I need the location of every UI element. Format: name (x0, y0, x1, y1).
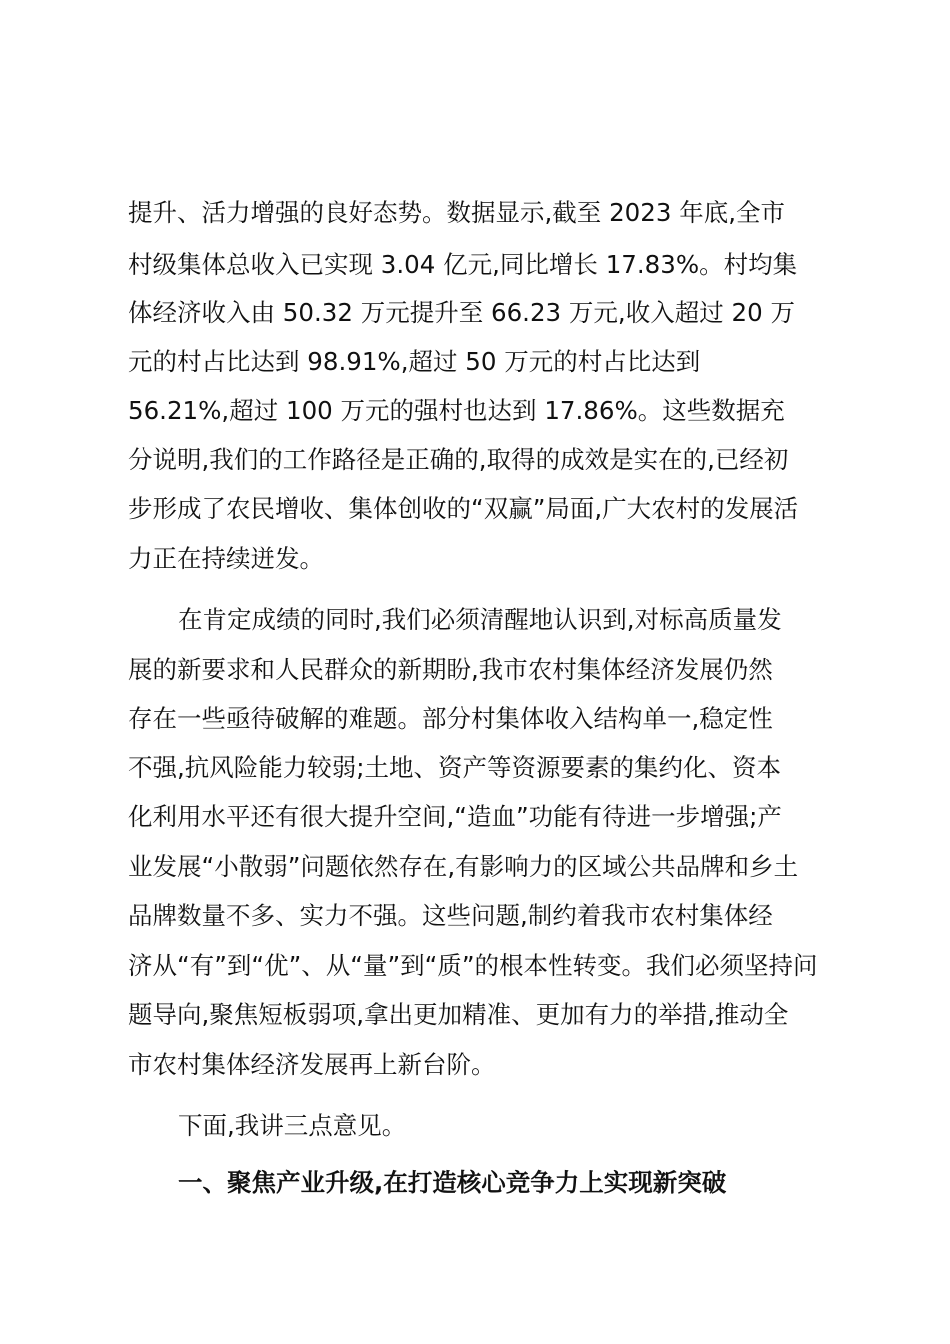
paragraph-1-line-6: 分说明,我们的工作路径是正确的,取得的成效是实在的,已经初 (128, 445, 789, 474)
paragraph-1-line-3: 体经济收入由 50.32 万元提升至 66.23 万元,收入超过 20 万 (128, 298, 795, 327)
paragraph-2-line-9: 题导向,聚焦短板弱项,拿出更加精准、更加有力的举措,推动全 (128, 1000, 789, 1029)
paragraph-2-line-6: 业发展“小散弱”问题依然存在,有影响力的区域公共品牌和乡土 (128, 852, 799, 881)
paragraph-1-line-2: 村级集体总收入已实现 3.04 亿元,同比增长 17.83%。村均集 (128, 250, 798, 279)
paragraph-1-line-1: 提升、活力增强的良好态势。数据显示,截至 2023 年底,全市 (128, 198, 785, 227)
paragraph-2-line-4: 不强,抗风险能力较弱;土地、资产等资源要素的集约化、资本 (128, 753, 782, 782)
paragraph-2-line-7: 品牌数量不多、实力不强。这些问题,制约着我市农村集体经 (128, 901, 773, 930)
paragraph-1-line-8: 力正在持续迸发。 (128, 544, 324, 573)
paragraph-1-line-7: 步形成了农民增收、集体创收的“双赢”局面,广大农村的发展活 (128, 494, 799, 523)
paragraph-2-line-10: 市农村集体经济发展再上新台阶。 (128, 1050, 496, 1079)
paragraph-2-line-8: 济从“有”到“优”、从“量”到“质”的根本性转变。我们必须坚持问 (128, 951, 818, 980)
paragraph-2-line-1: 在肯定成绩的同时,我们必须清醒地认识到,对标高质量发 (178, 605, 782, 634)
paragraph-1-line-5: 56.21%,超过 100 万元的强村也达到 17.86%。这些数据充 (128, 396, 785, 425)
paragraph-2-line-2: 展的新要求和人民群众的新期盼,我市农村集体经济发展仍然 (128, 655, 773, 684)
paragraph-1-line-4: 元的村占比达到 98.91%,超过 50 万元的村占比达到 (128, 347, 701, 376)
section-heading-1: 一、聚焦产业升级,在打造核心竞争力上实现新突破 (178, 1168, 727, 1197)
paragraph-2-line-3: 存在一些亟待破解的难题。部分村集体收入结构单一,稳定性 (128, 704, 773, 733)
paragraph-2-line-5: 化利用水平还有很大提升空间,“造血”功能有待进一步增强;产 (128, 802, 782, 831)
paragraph-3: 下面,我讲三点意见。 (178, 1111, 407, 1140)
